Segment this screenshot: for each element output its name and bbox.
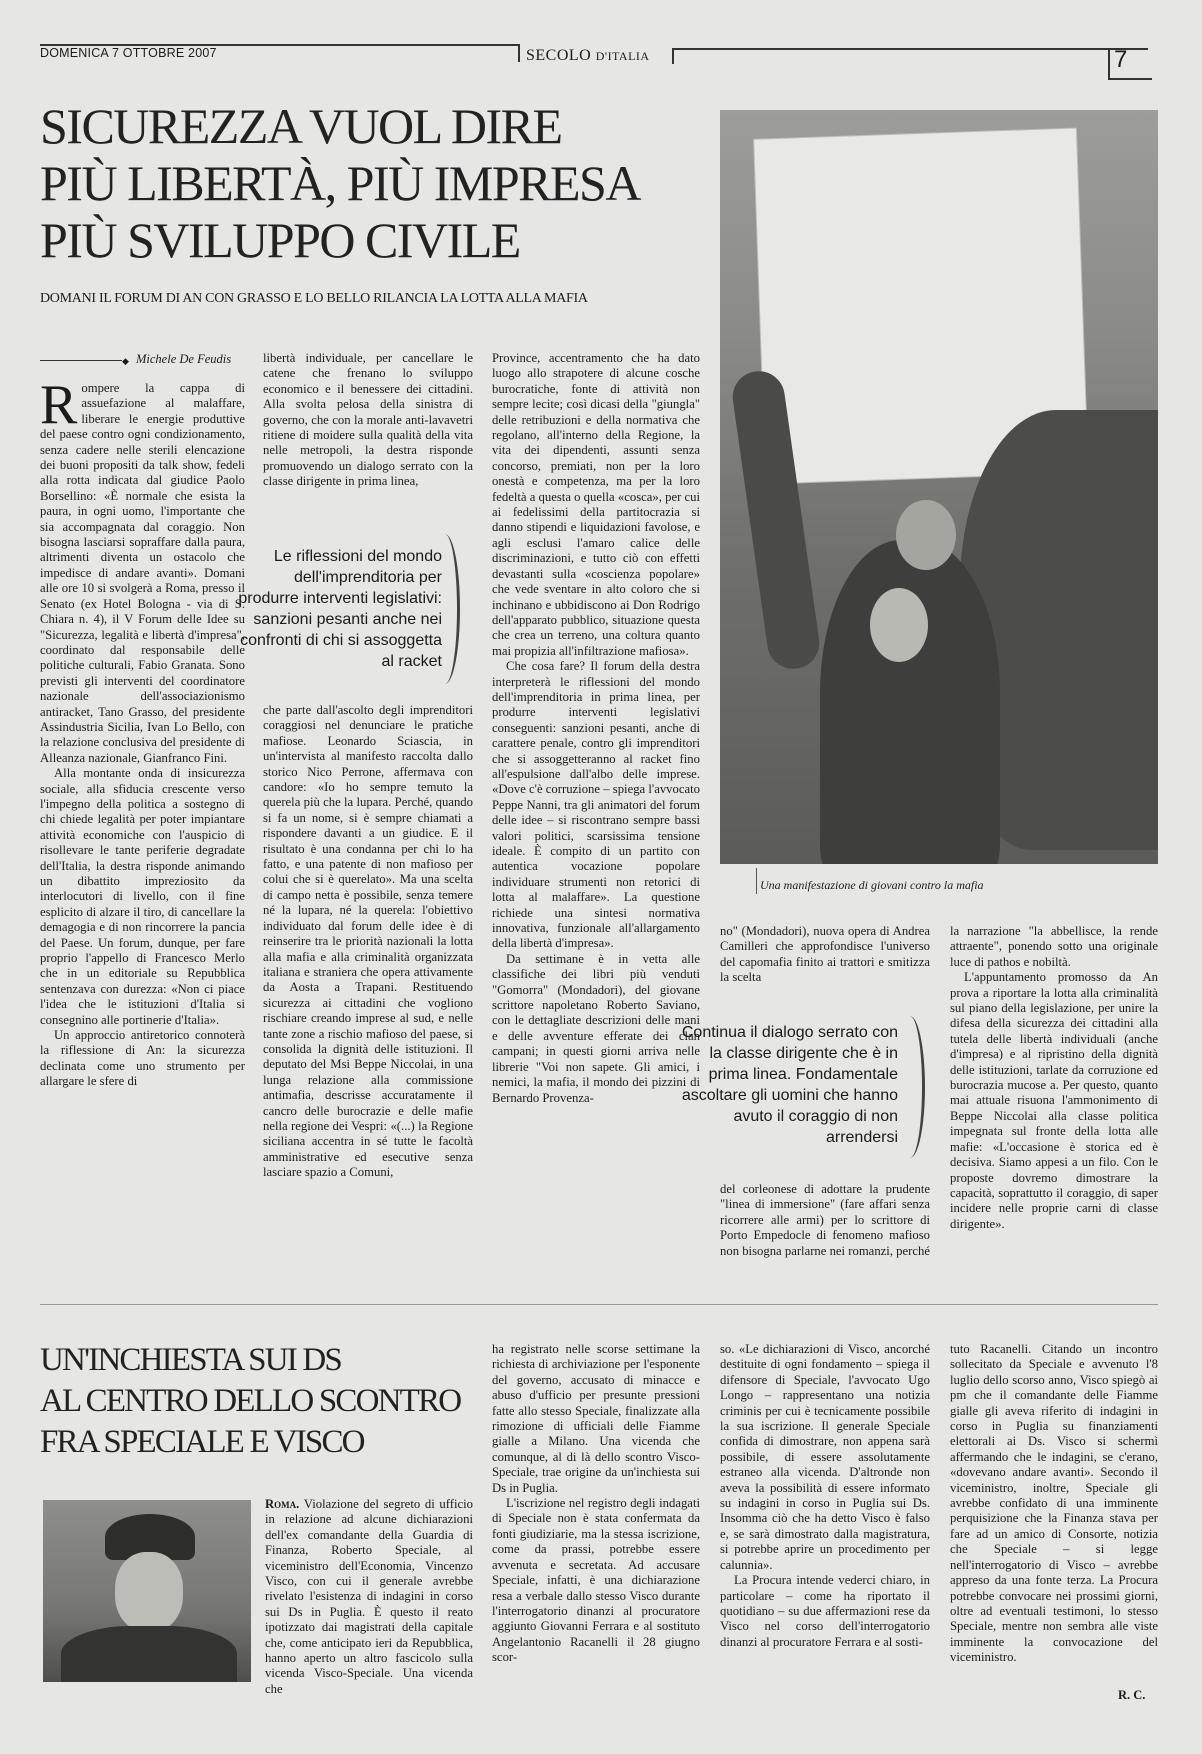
masthead-rule-right [672, 48, 1148, 50]
article1-paragraph2: Alla montante onda di insicurezza sociale, alla sfiducia crescente verso l'impegno della politica a sostegno di chi chiede legalità per poter impiantare attività economiche con l'auspicio di risollevare le tante periferie degradate dell'Italia, la destra risponde animando un dibattito impreziosito da interlocutori di livello, con il fine esplicito di alzare il tiro, di cancellare la demagogia e di non rincorrere la pancia del Paese. Un forum, dunque, per fare proprio l'appello di Francesco Merlo che in un editoriale su Repubblica sentenzava con durezza: «Non ci piace l'idea che le istituzioni d'Italia si consegnino alle portinerie d'Italia». [40, 766, 245, 1027]
paper-name-sub: D'ITALIA [595, 49, 650, 63]
article1-column4-bottom [720, 1182, 930, 1274]
protest-photo [720, 110, 1158, 864]
article2-headline [40, 1340, 490, 1463]
article2-signature: R. C. [1118, 1688, 1146, 1702]
article2-column1 [265, 1497, 473, 1705]
masthead-rule-left-end [518, 44, 520, 62]
speciale-face [115, 1552, 183, 1632]
protester-figure [820, 540, 1000, 864]
article2-column2 [492, 1342, 700, 1704]
article1-paragraph3: Un approccio antiretorico connoterà la riflessione di An: la sicurezza declinata come uno strumento per allargare le sfere di [40, 1028, 245, 1089]
article1-col3-text: Province, accentramento che ha dato luogo allo strapotere di alcune cosche burocratiche, fonte di attività non sempre lecite; così dicasi della "giungla" delle retribuzioni e della normativa che regolano, all'interno della Regione, la vita dei dipendenti, assunti senza concorso, premiati, non per la loro onestà e competenza, ma per la loro fedeltà a questa o quella «cosca», per cui ai fedelissimi della partitocrazia si danno stipendi e liquidazioni favolose, e agli esclusi l'amaro calice delle discriminazioni, e tutto ciò con effetti devastanti sulla «coscienza popolare» che vede sventare in alto coloro che si inchinano e ubbidiscono ai Don Rodrigo dell'apparato pubblico, situazione questa che crea un terreno, una coltura quanto mai propizia all'infiltrazione mafiosa». [492, 351, 700, 658]
article2-col1-text [265, 1497, 473, 1697]
photo-caption: Una manifestazione di giovani contro la mafia [760, 878, 984, 892]
article1-column2-top [263, 351, 473, 509]
article1-column5 [950, 924, 1158, 1274]
article-divider [40, 1304, 1158, 1305]
article1-col3-paragraph2: Che cosa fare? Il forum della destra interpreterà le riflessioni del mondo dell'imprenditoria in prima linea, per produrre interventi legislativi conseguenti: sanzioni pesanti, anche di carattere penale, contro gli imprenditori che si assoggetteranno al racket fino all'espulsione dall'albo delle imprese. «Dove c'è corruzione – spiega l'avvocato Peppe Nanni, tra gli animatori del forum delle idee – si riscontrano sempre bassi valori politici, scarsissima tensione ideale. È compito di un partito con autentica vocazione popolare individuare strumenti non retorici di lotta al malaffare». La questione richiede una sintesi normativa innovativa, funzionale all'allargamento della libertà d'impresa». [492, 659, 700, 951]
article1-column4-top [720, 924, 930, 988]
article1-col2-bottom-text: che parte dall'ascolto degli imprenditori coraggiosi nel denunciare le pratiche mafiose. Leonardo Sciascia, in un'intervista al manifesto raccolta dallo storico Nico Perrone, affermava con candore: «Io ho sempre temuto la querela più che la lupara. Perché, quando si fa un nome, si è sempre chiamati a rispondere davanti a un giudice. E il risultato è una condanna per chi lo ha fatto, e una patente di non mafioso per colui che si è querelato». Ma una scelta di campo netta è possibile, senza temere né la lupara, né la querela: l'obiettivo individuato dal forum delle idee è di reinserire tra le priorità nazionali la lotta alla mafia e alla criminalità organizzata italiana e straniera che opera attivamente da Aosta a Trapani. Restituendo sicurezza ai cittadini che vogliono rischiare creando imprese al sud, e nelle tante zone a rischio mafioso del paese, si consolida la dignità delle istituzioni. Il deputato del Msi Beppe Niccolai, in una lunga relazione alla commissione antimafia, descrisse accuratamente il cancro delle burocrazie e delle mafie nella regione dei Vespri: «(...) la Regione siciliana accentra in sé tutte le facoltà amministrative ed esecutive senza lasciare spazio a Comuni, [263, 703, 473, 1180]
masthead [40, 38, 1168, 82]
speciale-photo [43, 1500, 251, 1682]
article1-col4-top-text: no" (Mondadori), nuova opera di Andrea Camilleri che approfondisce l'universo del capomafia finito ai trattori e smitizza la scelta [720, 924, 930, 985]
pull-quote-2: Continua il dialogo serrato con la classe dirigente che è in prima linea. Fondamentale ascoltare gli uomini che hanno avuto il coraggio di non arrendersi [681, 1024, 898, 1146]
article1-column1 [40, 381, 245, 1239]
article1-col5-paragraph2: L'appuntamento promosso da An prova a riportare la lotta alla criminalità sul piano della legislazione, per unire la difesa della sicurezza dei cittadini alla tutela delle libertà individuali (anche d'impresa) e al ripristino della dignità delle istituzioni, tarlate da corruzione ed burocrazia mucose a. Per questo, quanto mai attuale risuona l'ammonimento di Beppe Niccolai alla classe politica impegnata sul fronte della lotta alle mafie: «L'occasione è storica ed è decisiva. Siamo appesi a un filo. Con le proposte dovremo dimostrare la capacità, soprattutto il coraggio, di saper incidere nelle proprie carni di classe dirigente». [950, 970, 1158, 1231]
article1-col2-top-text: libertà individuale, per cancellare le catene che frenano lo sviluppo economico e il benessere dei cittadini. Alla svolta pelosa della sinistra di governo, che con la morale anti-lavavetri ritiene di moidere sulla qualità della vita nelle metropoli, la destra risponde promuovendo un dialogo serrato con la classe dirigente in prima linea, [263, 351, 473, 489]
pull-quote-1-bracket [435, 534, 460, 684]
page-number-box-left [1108, 48, 1110, 78]
article2-col2-paragraph2: L'iscrizione nel registro degli indagati di Speciale non è stata confermata da fonti giudiziarie, ma la stessa iscrizione, come da prassi, potrebbe essere avvenuta e secretata. Ad accusare Speciale, infatti, è una dichiarazione resa a verbale dallo stesso Visco durante l'interrogatorio dinanzi al procuratore aggiunto Giovanni Ferrara e al sostituto Angelantonio Racanelli il 28 giugno scor- [492, 1496, 700, 1665]
dropcap: R [40, 381, 78, 436]
pull-quote-2-bracket [900, 1016, 925, 1158]
article1-headline-line2: PIÙ LIBERTÀ, PIÙ IMPRESA [40, 155, 640, 211]
article1-col3-paragraph3: Da settimane è in vetta alle classifiche dei libri più venduti "Gomorra" (Mondadori), del giovane scrittore napoletano Roberto Saviano, con le dettagliate descrizioni delle mani e delle avventure efferate dei clan campani; in questi giorni arriva nelle librerie "Voi non sapete. Gli amici, i nemici, la mafia, il mondo dei pizzini di Bernardo Provenza- [492, 951, 700, 1105]
article2-headline-line1: UN'INCHIESTA SUI DS [40, 1342, 341, 1378]
article2-dateline: Roma. [265, 1497, 300, 1511]
article1-headline [40, 98, 710, 269]
article2-col2-text: ha registrato nelle scorse settimane la richiesta di archiviazione per l'esponente del governo, accusato di minacce e abuso d'ufficio per presunte pressioni fatte allo stesso Speciale, finalizzate alla rimozione di ufficiali delle Fiamme gialle a Milano. Una vicenda che comunque, al di là dello scontro Visco-Speciale, trae origine da un'inchiesta sui Ds in Puglia. [492, 1342, 700, 1495]
article1-headline-line3: PIÙ SVILUPPO CIVILE [40, 212, 520, 268]
article2-headline-line2: AL CENTRO DELLO SCONTRO [40, 1383, 461, 1419]
paper-name [526, 47, 650, 65]
page-number: 7 [1114, 46, 1128, 73]
speciale-uniform [61, 1626, 237, 1682]
article1-subhead: DOMANI IL FORUM DI AN CON GRASSO E LO BELLO RILANCIA LA LOTTA ALLA MAFIA [40, 291, 588, 306]
article1-column2-bottom [263, 703, 473, 1243]
article2-column3 [720, 1342, 930, 1704]
article1-col5-text: la narrazione "la abbellisce, la rende attraente", ponendo sotto una originale luce di pathos e nobiltà. [950, 924, 1158, 969]
article1-paragraph1-text: ompere la cappa di assuefazione al malaffare, liberare le energie produttive del paese contro ogni condizionamento, senza cadere nelle sterili elencazione dei buoni propositi da talk show, fedeli alla rotta indicata dal giudice Paolo Borsellino: «È normale che esista la paura, in ogni uomo, l'importante che sia accompagnata dal coraggio. Non bisogna lasciarsi sopraffare dalla paura, altrimenti diventa un ostacolo che impedisce di andare avanti». Domani alle ore 10 si svolgerà a Roma, presso il Senato (ex Hotel Bologna - via di S. Chiara n. 4), il V Forum delle Idee su "Sicurezza, legalità e libertà d'impresa", coordinato dal responsabile delle politiche culturali, Fabio Granata. Sono previsti gli interventi del coordinatore nazionale dell'associazionismo antiracket, Tano Grasso, del presidente Assindustria Sicilia, Ivan Lo Bello, con la relazione conclusiva del presidente di Alleanza nazionale, Gianfranco Fini. [40, 381, 245, 765]
article2-column4 [950, 1342, 1158, 1688]
pull-quote-1: Le riflessioni del mondo dell'imprenditoria per produrre interventi legislativi: sanzioni pesanti anche nei confronti di chi si assoggetta al racket [238, 548, 442, 670]
article1-headline-line1: SICUREZZA VUOL DIRE [40, 98, 562, 154]
article2-headline-line3: FRA SPECIALE E VISCO [40, 1424, 364, 1460]
masthead-rule-right-start [672, 48, 674, 64]
article1-col4-bottom-text: del corleonese di adottare la prudente "linea di immersione" (fare affari senza ricorrere alle armi) per lo scrittore di Porto Empedocle di fenomeno mafioso non bisogna parlarne nei romanzi, perché [720, 1182, 930, 1258]
second-protester-face [896, 500, 956, 570]
article2-col1-body: Violazione del segreto di ufficio in relazione ad alcune dichiarazioni dell'ex comandante della Guardia di Finanza, Roberto Speciale, al viceministro dell'Economia, Vincenzo Visco, con cui il generale avrebbe rivelato l'esistenza di indagini in corso sui Ds in Puglia. È questo il reato ipotizzato dai magistrati della capitale che, come anticipato ieri da Repubblica, hanno aperto un altro fascicolo sulla vicenda Visco-Speciale. Una vicenda che [265, 1497, 473, 1696]
article2-col3-text: so. «Le dichiarazioni di Visco, ancorché destituite di ogni fondamento – spiega il difensore di Speciale, l'avvocato Ugo Longo – rappresentano una notizia criminis per cui è tecnicamente possibile la sua iscrizione. Il generale Speciale confida di dimostrare, non appena sarà possibile, di essere assolutamente estraneo alla vicenda. D'altronde non aveva la possibilità di essere informato su indagini in corso in Puglia sui Ds. Insomma ciò che ha detto Visco è falso e, se sarà dimostrato dalla magistratura, si potrebbe aprire un procedimento per calunnia». [720, 1342, 930, 1572]
article1-column3 [492, 351, 700, 1273]
photo-caption-marker [756, 868, 757, 894]
article2-col4-text: tuto Racanelli. Citando un incontro sollecitato da Speciale e avvenuto l'8 luglio dello scorso anno, Visco spiegò ai pm che il comandante delle Fiamme gialle gli aveva riferito di indagini in corso in Puglia su finanziamenti elettorali ai Ds. Visco si schermì affermando che le indagini, se c'erano, «dovevano andare avanti». Secondo il viceministro, inoltre, Speciale gli avrebbe confidato di una imminente perquisizione che la Finanza stava per fare ad un amico di Consorte, notizia che Speciale – si legge nell'interrogatorio di Visco – avrebbe appreso da una fonte terza. La Procura potrebbe convocare nei prossimi giorni, oltre ad eventuali testimoni, lo stesso Speciale, mentre non sembra alle viste imminente la convocazione del viceministro. [950, 1342, 1158, 1665]
issue-date: DOMENICA 7 OTTOBRE 2007 [40, 46, 217, 60]
protester-face [870, 588, 928, 662]
byline-author: Michele De Feudis [136, 352, 232, 366]
page-number-underline [1108, 78, 1152, 80]
byline-diamond-icon: ◆ [122, 356, 129, 366]
article1-paragraph1 [40, 381, 245, 766]
article2-col3-paragraph2: La Procura intende vederci chiaro, in particolare – come ha riportato il quotidiano – su due affermazioni rese da Visco nel corso dell'interrogatorio dinanzi al procuratore Ferrara e al sosti- [720, 1573, 930, 1649]
byline-rule [40, 360, 122, 361]
paper-name-main: SECOLO [526, 47, 592, 64]
